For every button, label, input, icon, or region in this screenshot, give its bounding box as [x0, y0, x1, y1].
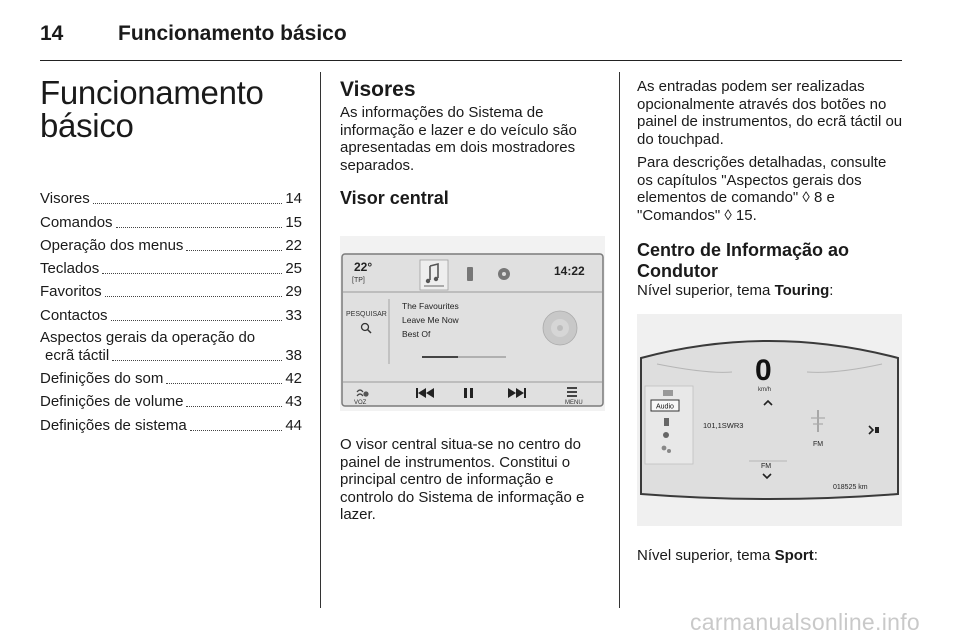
- intro-paragraph: As informações do Sistema de informação e lazer e do veículo são apresentadas em dois mostradores separados.: [340, 104, 577, 174]
- column-divider: [619, 72, 620, 608]
- album-art-disc-icon: [543, 311, 577, 345]
- section-heading: Visores: [340, 78, 416, 101]
- toc-entry[interactable]: Teclados 25: [40, 260, 302, 278]
- tp-label: [TP]: [352, 277, 365, 284]
- toc-entry[interactable]: Definições de sistema 44: [40, 416, 302, 434]
- navigation-icon[interactable]: [498, 268, 510, 280]
- sport-theme-caption: Nível superior, tema Sport:: [637, 546, 818, 564]
- toc-entry[interactable]: Definições de volume 43: [40, 393, 302, 411]
- toc-entry[interactable]: Definições do som 42: [40, 370, 302, 388]
- track-title: The Favourites: [402, 301, 459, 311]
- odometer: 018525 km: [833, 483, 868, 491]
- subsection-heading: Visor central: [340, 188, 449, 208]
- toc-entry[interactable]: Operação dos menus 22: [40, 236, 302, 254]
- page-header: [40, 20, 902, 61]
- input-options-paragraph: As entradas podem ser realizadas opcionalmente através dos botões no painel de instrumentos, do ecrã táctil ou do touchpad.: [637, 78, 903, 148]
- chapter-title: Funcionamento básico: [40, 74, 264, 144]
- chapter-contents-column: [40, 76, 302, 435]
- temperature-readout: 22°: [354, 260, 373, 274]
- page-number: 14: [40, 22, 64, 45]
- phone-icon[interactable]: [467, 267, 473, 281]
- car-settings-icon: [663, 390, 673, 396]
- album-name: Best Of: [402, 329, 431, 339]
- toc-entry[interactable]: Contactos 33: [40, 306, 302, 324]
- menu-icon[interactable]: [567, 387, 577, 397]
- instrument-cluster-photo: [637, 314, 902, 526]
- touring-theme-caption: Nível superior, tema Touring:: [637, 282, 834, 299]
- driver-info-section: [637, 78, 905, 564]
- toc-entry[interactable]: Visores 14: [40, 190, 302, 208]
- toc-entry[interactable]: Favoritos 29: [40, 283, 302, 301]
- clock: 14:22: [554, 264, 585, 278]
- audio-tab[interactable]: Audio: [656, 403, 674, 410]
- voice-label[interactable]: VOZ: [354, 400, 367, 406]
- running-title: Funcionamento básico: [118, 22, 347, 45]
- radio-station: 101,1SWR3: [703, 420, 744, 430]
- speed-unit: km/h: [758, 386, 772, 393]
- displays-section: [340, 78, 605, 524]
- watermark: carmanualsonline.info: [689, 609, 920, 635]
- table-of-contents: [40, 185, 302, 435]
- phone-icon: [664, 418, 669, 426]
- navigation-icon: [663, 432, 669, 438]
- central-display-photo: [340, 236, 605, 411]
- menu-label[interactable]: MENU: [565, 400, 583, 406]
- subsection-heading: Centro de Informação ao Condutor: [637, 240, 850, 281]
- toc-entry[interactable]: Comandos 15: [40, 213, 302, 231]
- column-divider: [320, 72, 321, 608]
- speed-readout: 0: [755, 353, 772, 387]
- toc-entry[interactable]: Aspectos gerais da operação do ecrã táctil 38: [40, 328, 302, 364]
- band-indicator: FM: [813, 440, 824, 448]
- band-selector: FM: [761, 462, 772, 470]
- track-name: Leave Me Now: [402, 315, 459, 325]
- central-display-description: O visor central situa-se no centro do painel de instrumentos. Constitui o principal centro de informação e controlo do Sistema de informação e lazer.: [340, 436, 585, 523]
- cross-reference-paragraph: Para descrições detalhadas, consulte os capítulos "Aspectos gerais dos elementos de comando" ◊ 8 e "Comandos" ◊ 15.: [637, 154, 887, 224]
- search-label[interactable]: PESQUISAR: [346, 311, 387, 318]
